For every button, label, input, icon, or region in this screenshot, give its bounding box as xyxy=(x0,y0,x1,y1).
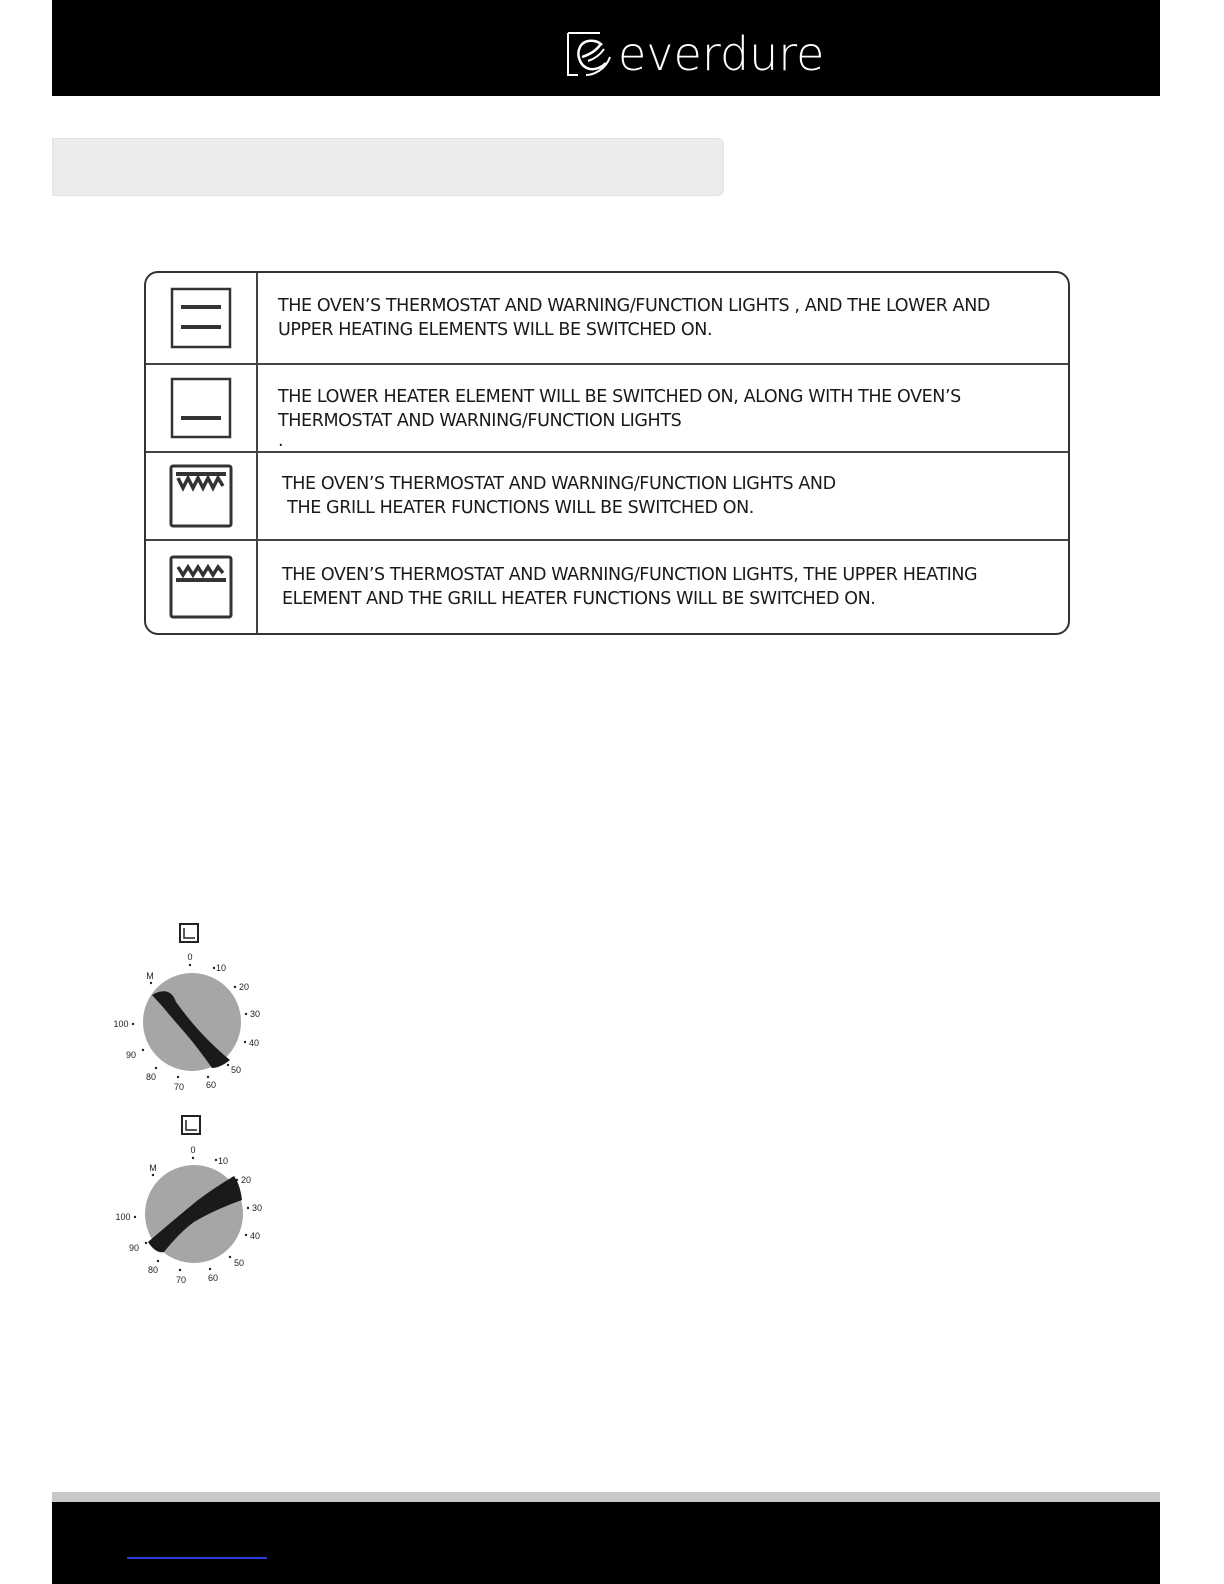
dial-label: 80 xyxy=(147,1265,159,1275)
lower-heater-icon xyxy=(170,377,232,439)
dial-label: 20 xyxy=(238,982,250,992)
oven-function-table xyxy=(144,271,1070,635)
dial-label: 30 xyxy=(251,1203,263,1213)
description-line: ELEMENT AND THE GRILL HEATER FUNCTIONS WILL BE SWITCHED ON. xyxy=(282,589,876,609)
dial-label: 0 xyxy=(190,1145,196,1155)
dial-label: 70 xyxy=(173,1082,185,1092)
description-line: THE GRILL HEATER FUNCTIONS WILL BE SWITCHED ON. xyxy=(282,498,754,518)
dial-label: 40 xyxy=(248,1038,260,1048)
function-description xyxy=(258,365,1068,451)
brand-name: everdure xyxy=(618,27,825,81)
function-icon-cell xyxy=(146,541,258,633)
function-icon-cell xyxy=(146,273,258,363)
function-row xyxy=(146,365,1068,453)
timer-symbol-icon xyxy=(182,1116,200,1134)
dial-label: 0 xyxy=(187,952,193,962)
dial-label: 90 xyxy=(128,1243,140,1253)
upper-lower-heater-icon xyxy=(170,287,232,349)
dial-label: M xyxy=(146,971,154,981)
description-line: THE LOWER HEATER ELEMENT WILL BE SWITCHED ON, ALONG WITH THE OVEN’S xyxy=(278,387,961,407)
dial-label: 10 xyxy=(215,963,227,973)
page-footer xyxy=(52,1502,1160,1584)
dial-label: 50 xyxy=(233,1258,245,1268)
description-line: UPPER HEATING ELEMENTS WILL BE SWITCHED ON. xyxy=(278,320,713,340)
footer-link-underline[interactable] xyxy=(127,1557,267,1559)
function-row xyxy=(146,453,1068,541)
dial-label: 10 xyxy=(217,1156,229,1166)
description-line: THE OVEN’S THERMOSTAT AND WARNING/FUNCTION LIGHTS , AND THE LOWER AND xyxy=(278,296,990,316)
grill-upper-heater-icon xyxy=(169,555,233,619)
everdure-logo-icon xyxy=(566,31,612,77)
dial-label: 70 xyxy=(175,1275,187,1285)
description-line: THERMOSTAT AND WARNING/FUNCTION LIGHTS xyxy=(278,411,682,431)
dial-label: 30 xyxy=(249,1009,261,1019)
function-row xyxy=(146,541,1068,633)
function-icon-cell xyxy=(146,453,258,539)
brand-logo xyxy=(566,27,825,81)
grill-heater-icon xyxy=(169,464,233,528)
dial-label: 60 xyxy=(205,1080,217,1090)
description-line: THE OVEN’S THERMOSTAT AND WARNING/FUNCTION LIGHTS, THE UPPER HEATING xyxy=(282,565,978,585)
timer-dial-graphic xyxy=(110,1112,270,1292)
dial-label: 20 xyxy=(240,1175,252,1185)
dial-label: 50 xyxy=(230,1065,242,1075)
function-description xyxy=(258,273,1068,363)
dial-label: 40 xyxy=(249,1231,261,1241)
timer-symbol-icon xyxy=(180,924,198,942)
description-line: . xyxy=(278,431,284,451)
function-description xyxy=(258,541,1068,633)
dial-label: 100 xyxy=(115,1212,131,1222)
dial-label: M xyxy=(149,1163,157,1173)
footer-divider xyxy=(52,1492,1160,1502)
function-row xyxy=(146,273,1068,365)
section-heading-bar xyxy=(52,138,724,196)
page-header xyxy=(52,0,1160,96)
dial-label: 90 xyxy=(125,1050,137,1060)
dial-face xyxy=(143,973,241,1071)
dial-label: 80 xyxy=(145,1072,157,1082)
timer-dial-graphic xyxy=(110,920,270,1100)
timer-dial-minimum xyxy=(110,920,270,1100)
dial-label: 100 xyxy=(113,1019,129,1029)
description-line: THE OVEN’S THERMOSTAT AND WARNING/FUNCTION LIGHTS AND xyxy=(282,474,836,494)
timer-dial-twenty xyxy=(110,1112,270,1292)
function-icon-cell xyxy=(146,365,258,451)
dial-label: 60 xyxy=(207,1273,219,1283)
function-description xyxy=(258,453,1068,539)
